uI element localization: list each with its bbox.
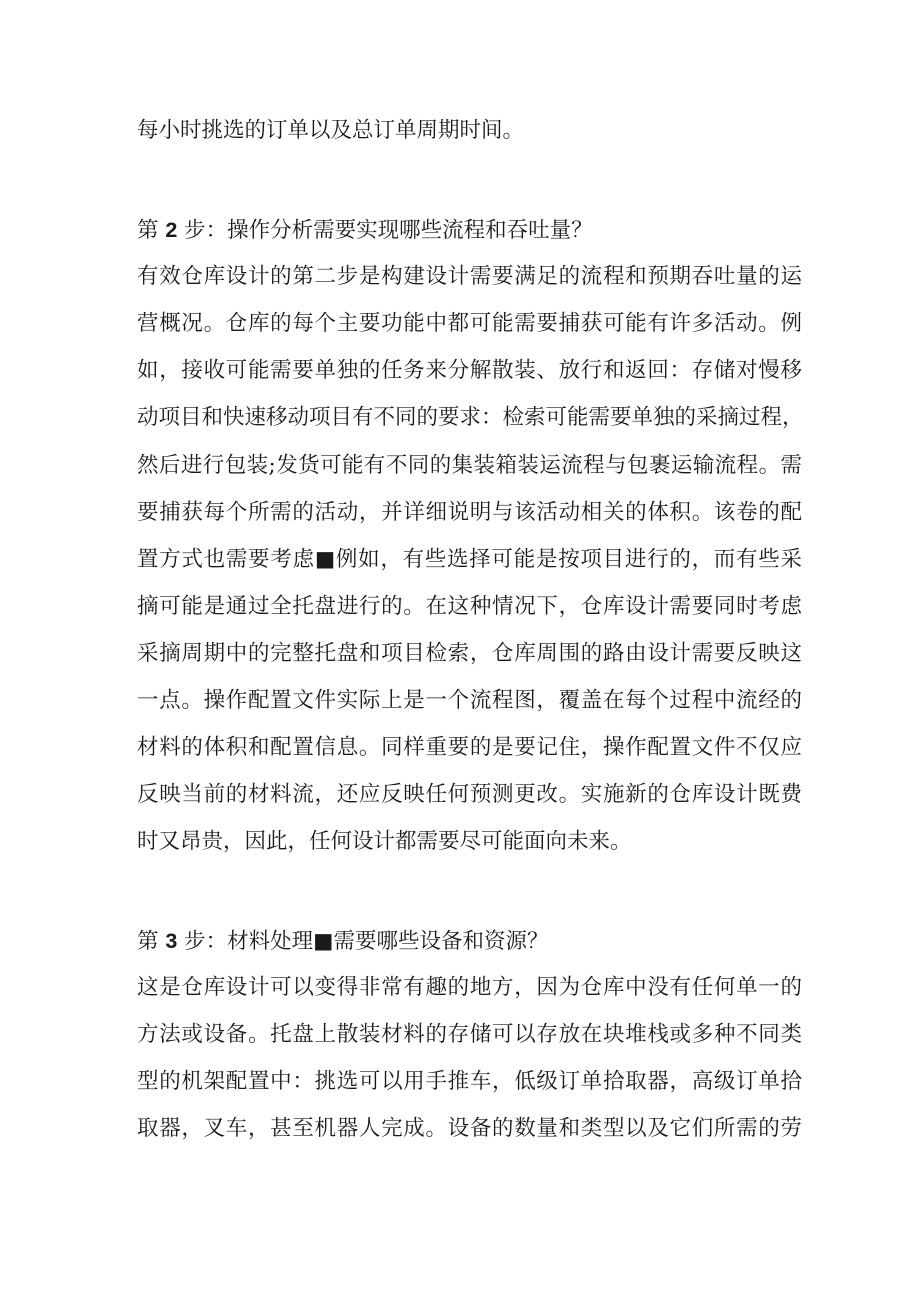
step2-line: 然后进行包装;发货可能有不同的集装箱装运流程与包裹运输流程。需: [137, 453, 802, 478]
step3-heading-number: 3: [165, 929, 178, 953]
intro-paragraph-tail: 每小时挑选的订单以及总订单周期时间。: [137, 118, 525, 143]
step2-line: 营概况。仓库的每个主要功能中都可能需要捕获可能有许多活动。例: [137, 311, 802, 336]
step2-line: 一点。操作配置文件实际上是一个流程图，覆盖在每个过程中流经的: [137, 688, 802, 713]
step2-line: 如，接收可能需要单独的任务来分解散装、放行和返回：存储对慢移: [137, 358, 802, 383]
step2-line: 动项目和快速移动项目有不同的要求：检索可能需要单独的采摘过程，: [137, 405, 804, 430]
step2-heading: [137, 215, 802, 246]
step2-line: 材料的体积和配置信息。同样重要的是要记住，操作配置文件不仅应: [137, 735, 802, 760]
step3-heading: [137, 926, 802, 957]
step3-heading-text: 步：材料处理■需要哪些设备和资源？: [184, 929, 549, 954]
step2-line: 要捕获每个所需的活动，并详细说明与该活动相关的体积。该卷的配: [137, 500, 802, 525]
step2-line: 有效仓库设计的第二步是构建设计需要满足的流程和预期吞吐量的运: [137, 264, 802, 289]
step3-line: 型的机架配置中：挑选可以用手推车，低级订单拾取器，高级订单拾: [137, 1069, 802, 1094]
step2-heading-prefix: 第: [137, 218, 159, 243]
step3-line: 方法或设备。托盘上散装材料的存储可以存放在块堆栈或多种不同类: [137, 1022, 802, 1047]
step2-line: 反映当前的材料流，还应反映任何预测更改。实施新的仓库设计既费: [137, 782, 802, 807]
step2-heading-number: 2: [165, 218, 178, 242]
step2-line: 时又昂贵，因此，任何设计都需要尽可能面向未来。: [137, 829, 632, 854]
step2-line: 摘可能是通过全托盘进行的。在这种情况下，仓库设计需要同时考虑: [137, 594, 802, 619]
step2-line: 置方式也需要考虑■例如，有些选择可能是按项目进行的，而有些采: [137, 547, 802, 572]
step3-line: 取器，叉车，甚至机器人完成。设备的数量和类型以及它们所需的劳: [137, 1116, 802, 1141]
step2-line: 采摘周期中的完整托盘和项目检索，仓库周围的路由设计需要反映这: [137, 641, 802, 666]
step3-line: 这是仓库设计可以变得非常有趣的地方，因为仓库中没有任何单一的: [137, 975, 802, 1000]
step2-heading-text: 步：操作分析需要实现哪些流程和吞吐量？: [184, 218, 593, 243]
step3-heading-prefix: 第: [137, 929, 159, 954]
